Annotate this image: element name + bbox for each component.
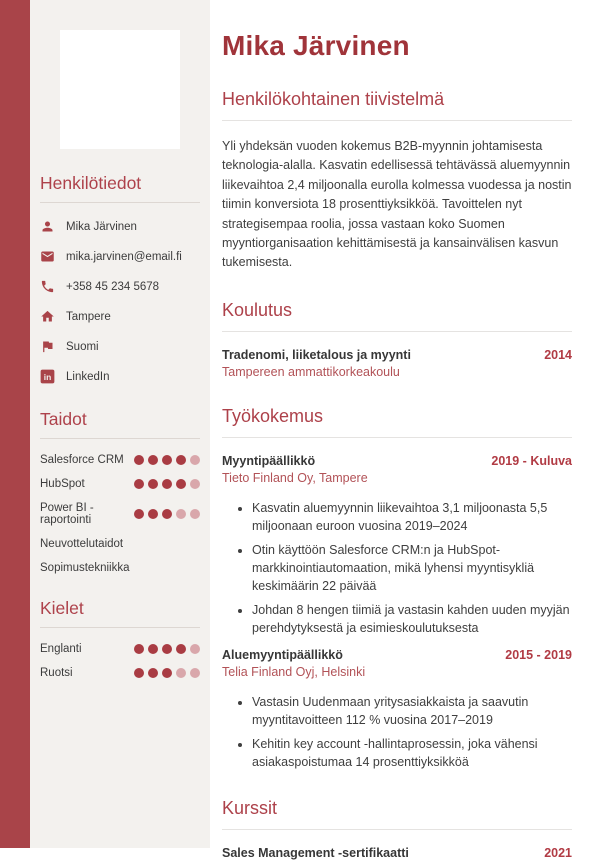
contact-phone: +358 45 234 5678 (66, 280, 160, 293)
home-icon (40, 309, 55, 324)
skills-section-heading: Taidot (40, 409, 87, 429)
course-title: Sales Management -sertifikaatti (222, 846, 409, 860)
divider (222, 437, 572, 438)
divider (222, 120, 572, 121)
skill-rating-dots (134, 479, 200, 489)
resume-name: Mika Järvinen (222, 30, 410, 61)
bullet-item: • Johdan 8 hengen tiimiä ja vastasin kahden uuden myyjän perehdytyksestä ja esimieskoulutuksesta (252, 601, 572, 637)
user-icon (40, 219, 55, 234)
skill-row (40, 454, 200, 466)
phone-icon (40, 279, 55, 294)
contact-row-linkedin (40, 368, 200, 385)
job-entry-header (222, 648, 572, 662)
bullet-item: • Otin käyttöön Salesforce CRM:n ja HubSpot-markkinointiautomaation, mikä lyhensi myyntisykliä keskimäärin 22 päivää (252, 541, 572, 595)
language-row (40, 643, 200, 655)
language-label: Ruotsi (40, 667, 73, 679)
bullet-item: • Kehitin key account -hallintaprosessin, joka vähensi asiakaspoistumaa 14 prosenttiyksikköä (252, 735, 572, 771)
sidebar (30, 0, 210, 848)
job-company: Telia Finland Oyj, Helsinki (222, 664, 366, 679)
skill-rating-dots (134, 509, 200, 519)
job-entry (222, 648, 572, 772)
language-label: Englanti (40, 643, 82, 655)
language-row (40, 667, 200, 679)
bullet-item: • Vastasin Uudenmaan yritysasiakkaista ja saavutin myyntitavoitteen 112 % vuosina 2017–2019 (252, 693, 572, 729)
flag-icon (40, 339, 55, 354)
red-accent-bar (0, 0, 30, 848)
language-rating-dots (134, 668, 200, 678)
languages-section-heading: Kielet (40, 598, 84, 618)
contact-row-name (40, 218, 200, 235)
job-date: 2019 - Kuluva (491, 453, 572, 468)
divider (222, 829, 572, 830)
divider (40, 438, 200, 439)
contact-country: Suomi (66, 340, 99, 353)
education-degree: Tradenomi, liiketalous ja myynti (222, 347, 411, 362)
job-entry (222, 454, 572, 638)
skill-row (40, 502, 200, 526)
job-title: Myyntipäällikkö (222, 453, 316, 468)
profile-photo-placeholder (60, 30, 180, 149)
experience-heading: Työkokemus (222, 405, 324, 426)
summary-text: Yli yhdeksän vuoden kokemus B2B-myynnin johtamisesta teknologia-alalla. Kasvatin edellisessä tehtävässä aluemyynnin liikevaihtoa 2,4 miljoonalla eurolla kolmessa vuodessa ja nostin tiimin konversiota 18 prosenttiyksikköä. Tavoittelen nyt strategisempaa roolia, jossa vastaan koko Suomen myyntiorganisaation kehittämisestä ja kansainvälisen kasvun tukemisesta. (222, 139, 572, 270)
skill-label: Neuvottelutaidot (40, 538, 124, 550)
divider (40, 627, 200, 628)
linkedin-icon (40, 369, 55, 384)
job-date: 2015 - 2019 (505, 647, 572, 662)
skill-label: HubSpot (40, 478, 85, 490)
contact-name: Mika Järvinen (66, 220, 137, 233)
education-date: 2014 (544, 347, 572, 362)
contact-email: mika.jarvinen@email.fi (66, 250, 182, 263)
education-heading: Koulutus (222, 299, 293, 320)
education-entry-header (222, 348, 572, 362)
skill-label: Power BI -raportointi (40, 502, 94, 526)
skill-label: Sopimustekniikka (40, 562, 130, 574)
summary-heading: Henkilökohtainen tiivistelmä (222, 89, 445, 109)
skill-row (40, 562, 200, 574)
course-entry-header (222, 846, 572, 860)
language-rating-dots (134, 644, 200, 654)
job-bullet-list (222, 693, 572, 772)
mail-icon (40, 249, 55, 264)
education-entry (222, 348, 572, 379)
contact-row-city (40, 308, 200, 325)
job-bullet-list (222, 499, 572, 638)
bullet-item: • Kasvatin aluemyynnin liikevaihtoa 3,1 miljoonasta 5,5 miljoonaan euroon vuosina 2019–2024 (252, 499, 572, 535)
course-entry (222, 846, 572, 860)
job-title: Aluemyyntipäällikkö (222, 647, 343, 662)
course-date: 2021 (544, 846, 572, 860)
contact-linkedin: LinkedIn (66, 370, 110, 383)
contact-city: Tampere (66, 310, 111, 323)
divider (40, 202, 200, 203)
skill-label: Salesforce CRM (40, 454, 124, 466)
main-content (210, 0, 600, 860)
divider (222, 331, 572, 332)
job-company: Tieto Finland Oy, Tampere (222, 470, 368, 485)
skill-rating-dots (134, 455, 200, 465)
contact-row-phone (40, 278, 200, 295)
contact-section-heading: Henkilötiedot (40, 173, 142, 193)
education-school: Tampereen ammattikorkeakoulu (222, 364, 400, 379)
job-entry-header (222, 454, 572, 468)
skill-row (40, 478, 200, 490)
svg-text:in: in (43, 371, 52, 382)
contact-row-email (40, 248, 200, 265)
skill-row (40, 538, 200, 550)
contact-row-country (40, 338, 200, 355)
courses-heading: Kurssit (222, 798, 278, 818)
